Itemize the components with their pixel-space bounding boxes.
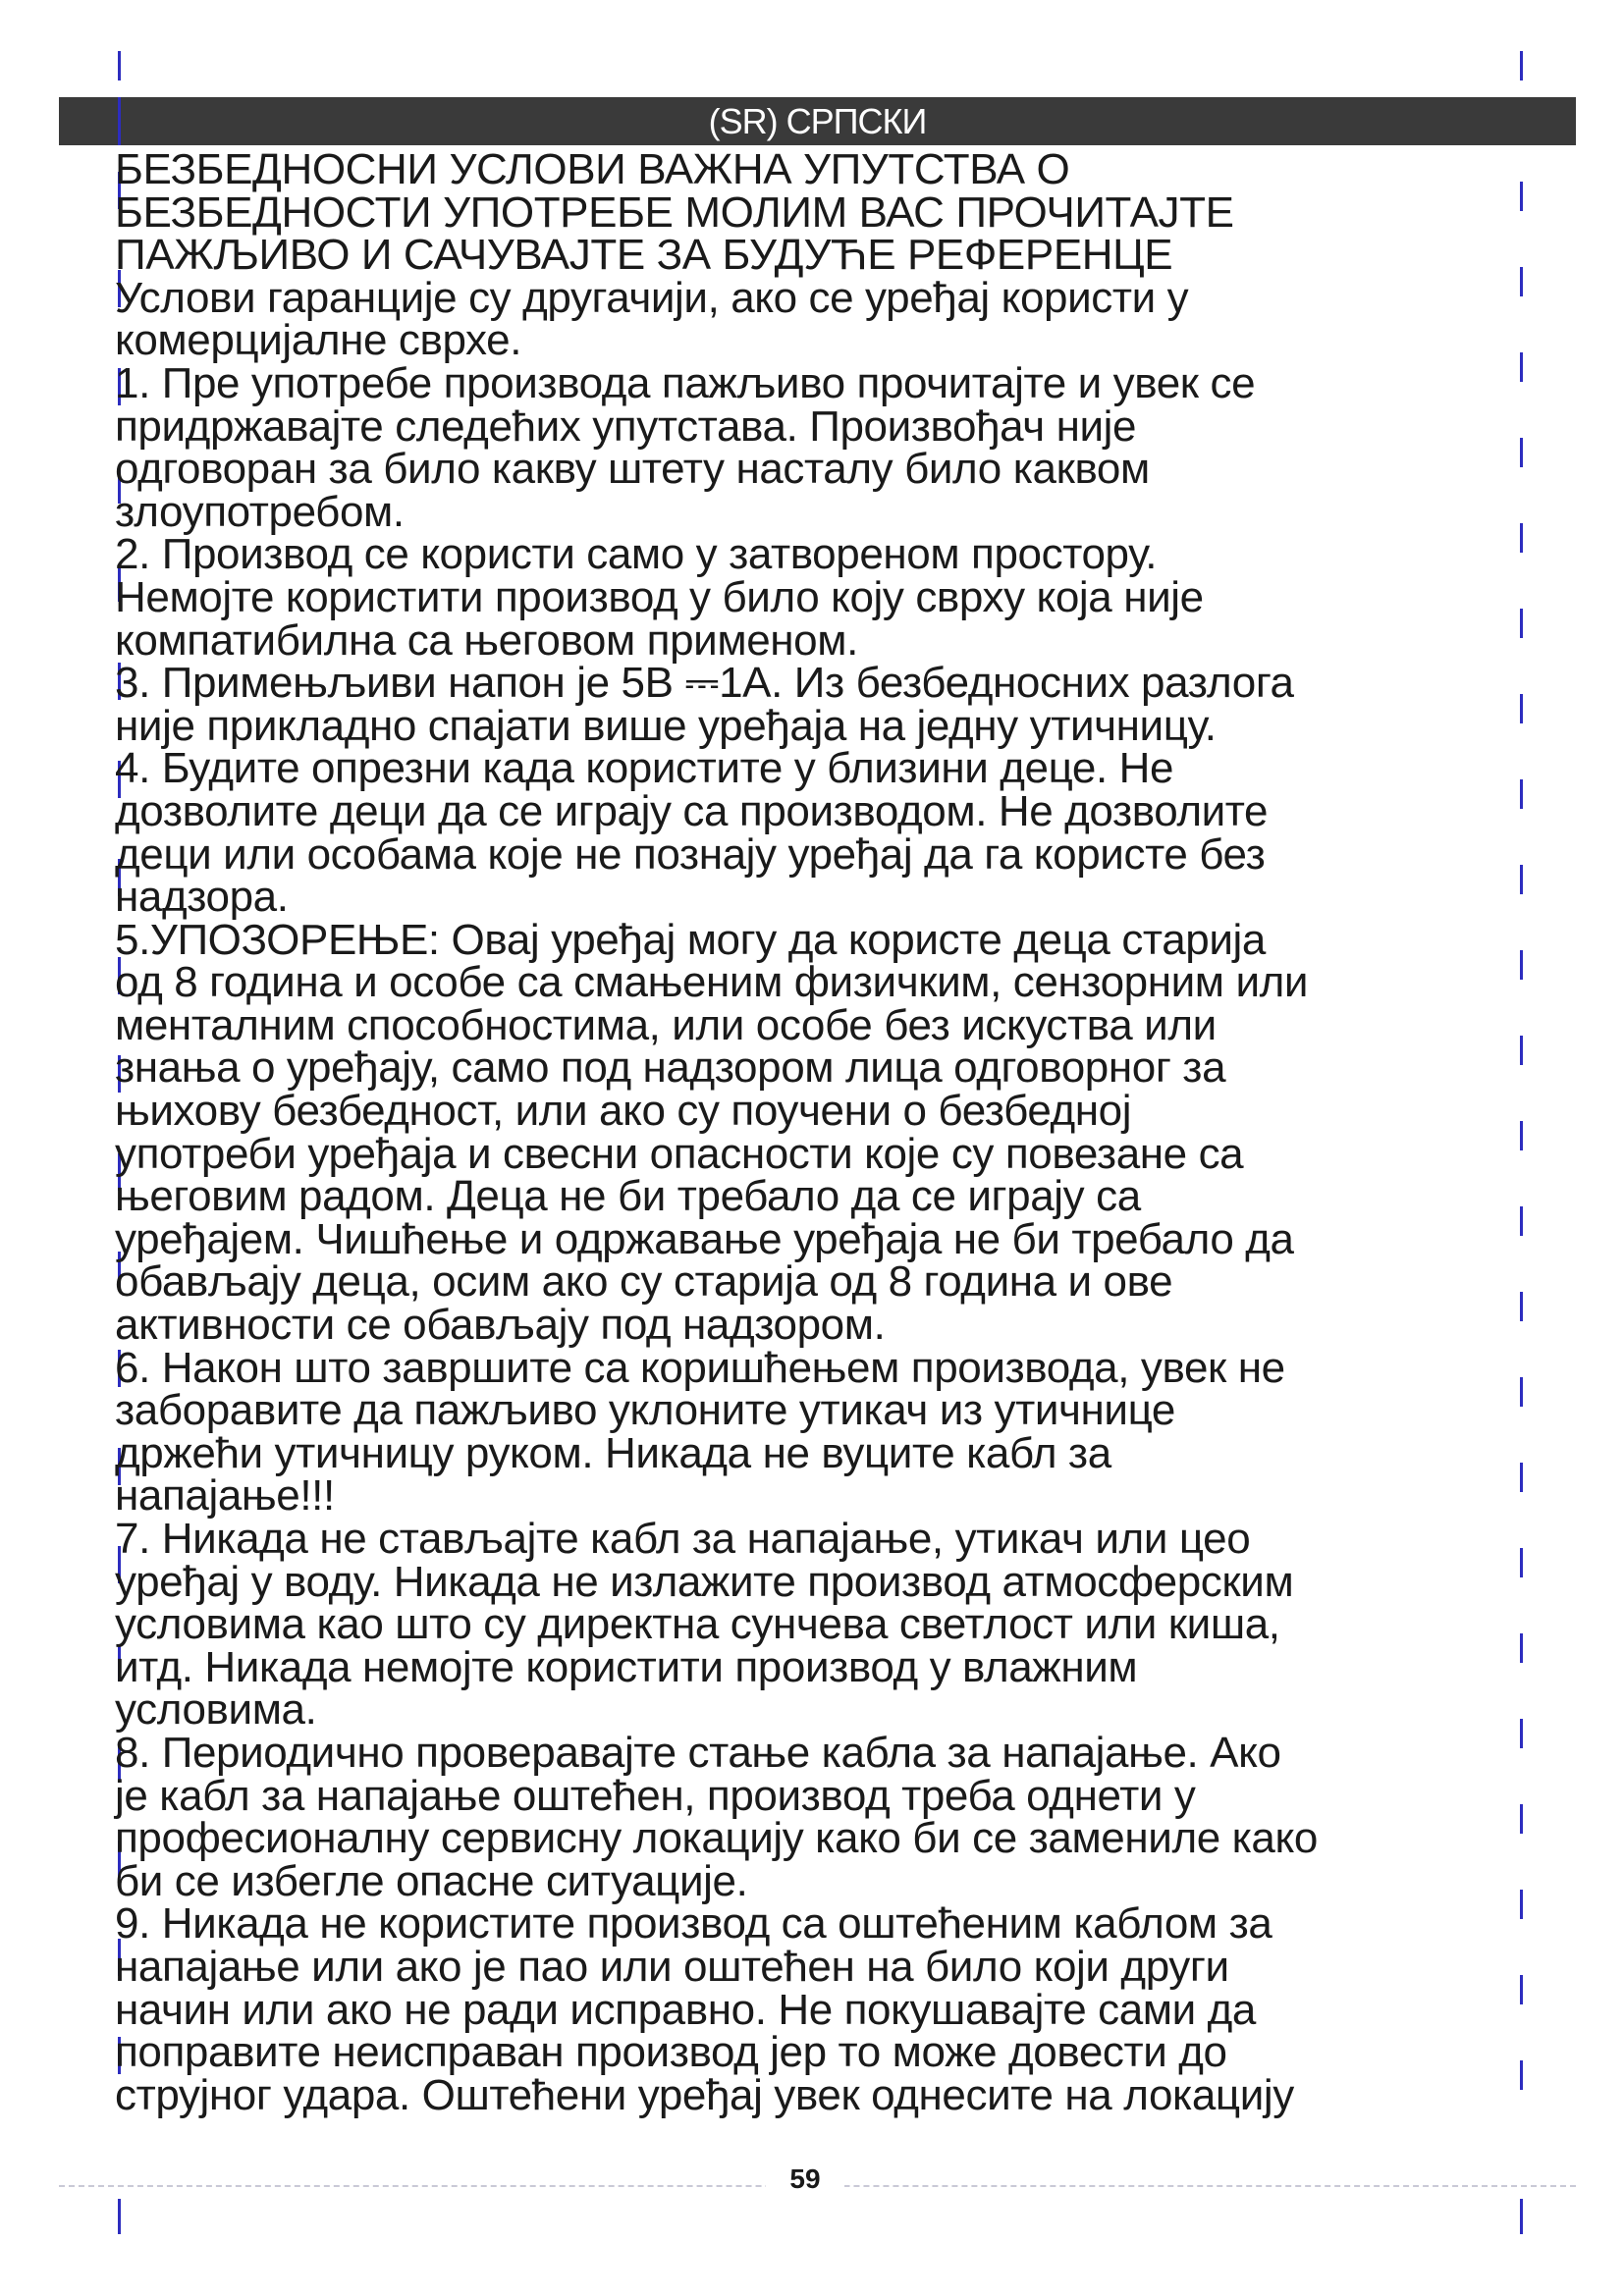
text-line: 6. Након што завршите са коришћењем производа, увек не [115,1343,1285,1392]
header-title: (SR) СРПСКИ [708,100,927,141]
text-line: 4. Будите опрезни када користите у близини деце. Не [115,744,1174,793]
text-line: 7. Никада не стављајте кабл за напајање, утикач или цео [115,1515,1251,1563]
safety-instructions [115,145,1529,2119]
text-line: придржавајте следећих упутстава. Произвођач није [115,401,1137,451]
text-line: заборавите да пажљиво уклоните утикач из утичнице [115,1386,1175,1435]
text-line: одговоран за било какву штету насталу било каквом [115,445,1150,494]
crop-mark-top-right [1520,51,1523,80]
text-line: напајање!!! [115,1471,335,1521]
text-line: Услови гаранције су другачији, ако се уређај користи у [115,273,1189,322]
text-line: професионалну сервисну локацију како би се замениле како [115,1814,1318,1863]
section-heading [115,145,1529,280]
text-line: условима. [115,1685,317,1735]
page-number: 59 [766,2163,844,2195]
text-line: знања о уређају, само под надзором лица одговорног за [115,1043,1226,1093]
text-line: 1. Пре употребе производа пажљиво прочитајте и увек се [115,358,1256,407]
text-line: надзора. [115,873,289,922]
text-line: је кабл за напајање оштећен, производ треба однети у [115,1771,1196,1820]
text-line: уређај у воду. Никада не излажите производ атмосферским [115,1557,1294,1606]
heading-line: ПАЖЉИВО И САЧУВАЈТЕ ЗА БУДУЋЕ РЕФЕРЕНЦЕ [115,231,1173,280]
text-line: менталним способностима, или особе без искуства или [115,1000,1217,1049]
text-line: комерцијалне сврхе. [115,316,522,365]
crop-mark-bottom-right [1520,2199,1523,2234]
text-line: употреби уређаја и свесни опасности које су повезане са [115,1129,1244,1178]
text-line: струјног удара. Оштећени уређај увек однесите на локацију [115,2070,1294,2119]
crop-mark-top-left [118,51,121,80]
text-line: држећи утичницу руком. Никада не вуците кабл за [115,1428,1111,1477]
heading-line: БЕЗБЕДНОСТИ УПОТРЕБЕ МОЛИМ ВАС ПРОЧИТАЈТЕ [115,187,1234,237]
text-line: од 8 година и особе са смањеним физичким, сензорним или [115,958,1309,1007]
heading-line: БЕЗБЕДНОСНИ УСЛОВИ ВАЖНА УПУТСТВА О [115,145,1070,193]
text-line: итд. Никада немојте користити производ у влажним [115,1642,1138,1691]
text-line: 3. Примењљиви напон је 5В ⎓1А. Из безбедносних разлога [115,659,1294,708]
crop-mark-bottom-left [118,2199,121,2234]
text-line: поправите неисправан производ јер то може довести до [115,2028,1227,2077]
text-line: Немојте користити производ у било коју сврху која није [115,572,1204,621]
text-line: 8. Периодично проверавајте стање кабла за напајање. Ако [115,1728,1281,1777]
text-line: обављају деца, осим ако су старија од 8 година и ове [115,1257,1173,1307]
text-line: 5.УПОЗОРЕЊЕ: Овај уређај могу да користе деца старија [115,915,1266,964]
text-line: деци или особама које не познају уређај да га користе без [115,829,1266,879]
instruction-body [115,273,1529,2119]
text-line: напајање или ако је пао или оштећен на било који други [115,1942,1229,1991]
text-line: 9. Никада не користите производ са оштећеним каблом за [115,1899,1272,1949]
text-line: начин или ако не ради исправно. Не покушавајте сами да [115,1985,1256,2034]
text-line: активности се обављају под надзором. [115,1301,886,1350]
text-line: 2. Производ се користи само у затвореном простору. [115,530,1158,579]
header-guide-mark [118,97,121,145]
text-line: би се избегле опасне ситуације. [115,1856,748,1905]
text-line: компатибилна са његовом применом. [115,615,858,665]
text-line: уређајем. Чишћење и одржавање уређаја не би требало да [115,1214,1294,1263]
text-line: њихову безбедност, или ако су поучени о безбедној [115,1087,1132,1136]
language-header-bar [59,97,1576,145]
text-line: злоупотребом. [115,487,405,536]
text-line: дозволите деци да се играју са производом. Не дозволите [115,786,1269,835]
text-line: његовим радом. Деца не би требало да се играју са [115,1172,1141,1221]
text-line: условима као што су директна сунчева светлост или киша, [115,1600,1280,1649]
text-line: није прикладно спајати више уређаја на једну утичницу. [115,701,1217,750]
